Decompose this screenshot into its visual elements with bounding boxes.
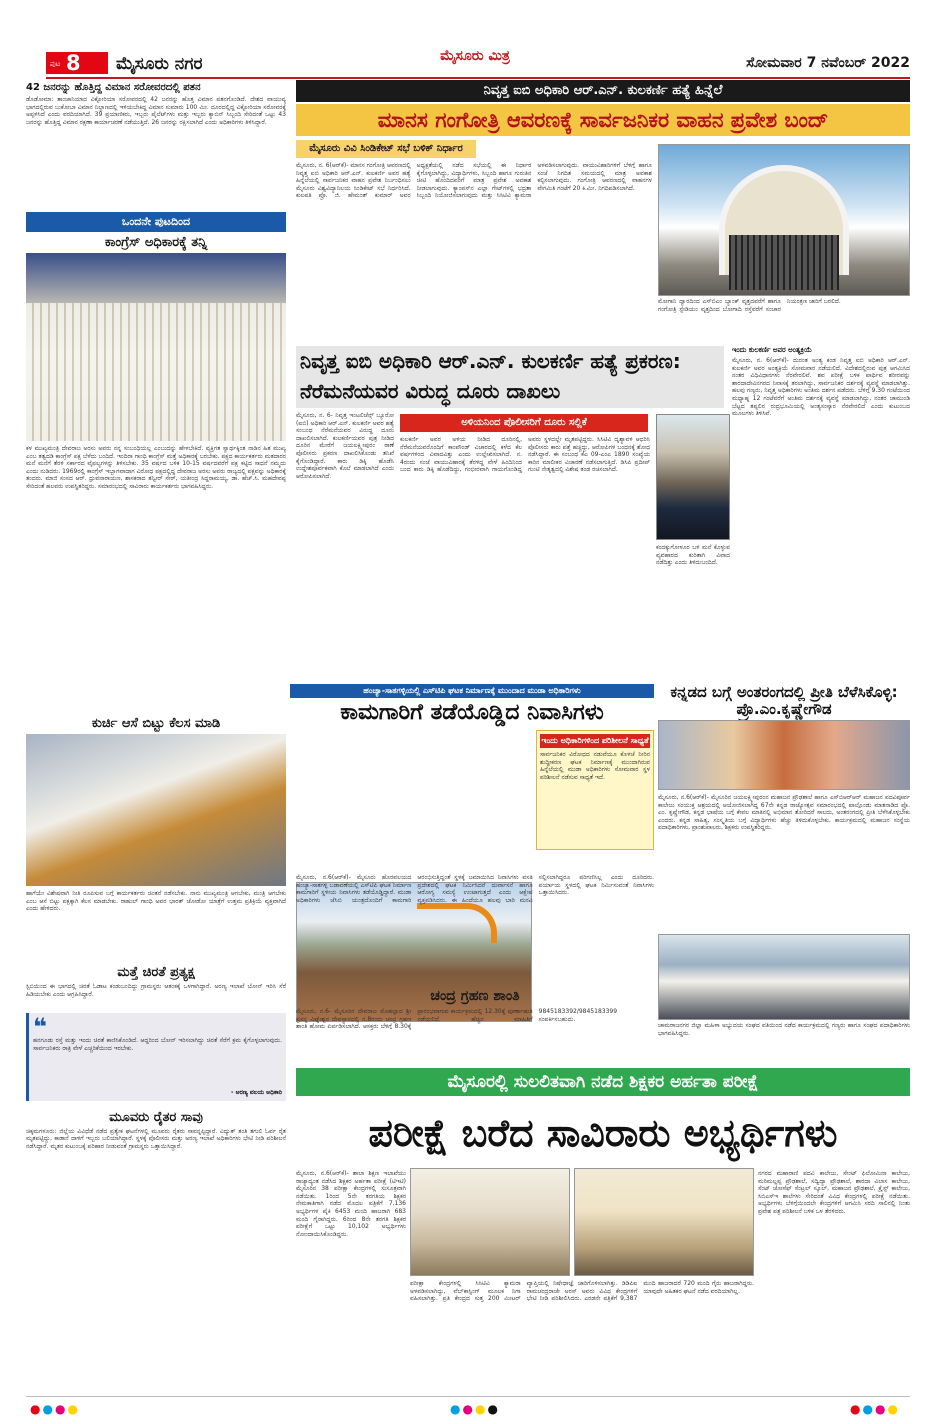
kannada-event-photo xyxy=(658,720,910,790)
date-line: ಸೋಮವಾರ 7 ನವೆಂಬರ್ 2022 xyxy=(746,55,910,71)
kannada-headline: ಕನ್ನಡದ ಬಗ್ಗೆ ಅಂತರಂಗದಲ್ಲಿ ಪ್ರೀತಿ ಬೆಳೆಸಿಕೊಳ್ಳಿ: ಪ್ರೊ.ಎಂ.ಕೃಷ್ಣೇಗೌಡ xyxy=(670,683,898,718)
congress-headline: ಕಾಂಗ್ರೆಸ್ ಅಧಿಕಾರಕ್ಕೆ ತನ್ನಿ xyxy=(104,235,208,250)
registration-dots-middle: ●●●● xyxy=(450,1402,500,1416)
quote-author: - ಅರಣ್ಯ ವಲಯ ಅಧಿಕಾರಿ xyxy=(231,1089,282,1096)
crowd-graphic xyxy=(26,303,286,441)
exam-hall-photo-2 xyxy=(574,1168,754,1276)
leopard-headline: ಮತ್ತೆ ಚಿರತೆ ಪ್ರತ್ಯಕ್ಷ xyxy=(117,965,195,980)
gangotri-gate-photo xyxy=(658,144,910,296)
farmers-headline: ಮೂವರು ರೈತರ ಸಾವು xyxy=(109,1109,203,1125)
left-column xyxy=(26,82,286,1388)
inspection-title: ಇಂದು ಅಧಿಕಾರಿಗಳಿಂದ ಪರಿಶೀಲನೆ ಸಾಧ್ಯತೆ xyxy=(540,734,650,748)
funeral-body: ಮೈಸೂರು, ನ. 6(ಆರ್‌ಕೆ)- ದುರಂತ ಅಂತ್ಯ ಕಂಡ ನಿವೃತ್ತ ಐಬಿ ಅಧಿಕಾರಿ ಆರ್.ಎನ್. ಕುಲಕರ್ಣಿ ಅವರ ಅಂತ್ಯಕ್ರಿಯೆ ಸೋಮವಾರ ನಡೆಯಲಿದೆ. ವಿದೇಶದಲ್ಲಿರುವ ಪುತ್ರ ಆಗಮಿಸಿದ ನಂತರ ವಿಧಿವಿಧಾನಗಳು ನೆರವೇರಲಿವೆ. ಶವ ಪರೀಕ್ಷೆ ಬಳಿಕ ಪಾರ್ಥಿವ ಶರೀರವನ್ನು ಶಾರದಾದೇವಿನಗರದ ನಿವಾಸಕ್ಕೆ ತರಲಾಗಿದ್ದು, ಸಾರ್ವಜನಿಕರ ದರ್ಶನಕ್ಕೆ ವ್ಯವಸ್ಥೆ ಮಾಡಲಾಗಿತ್ತು. ಹಲವು ಗಣ್ಯರು, ನಿವೃತ್ತ ಅಧಿಕಾರಿಗಳು ಅಂತಿಮ ದರ್ಶನ ಪಡೆದರು. ಬೆಳಿಗ್ಗೆ 9.30 ಗಂಟೆಯಿಂದ ಮಧ್ಯಾಹ್ನ 12 ಗಂಟೆವರೆಗೆ ಅಂತಿಮ ದರ್ಶನಕ್ಕೆ ವ್ಯವಸ್ಥೆ ಮಾಡಲಾಗಿದ್ದು, ನಂತರ ಚಾಮುಂಡಿ ಬೆಟ್ಟದ ತಪ್ಪಲಿನ ರುದ್ರಭೂಮಿಯಲ್ಲಿ ಅಂತ್ಯಸಂಸ್ಕಾರ ನೆರವೇರಲಿದೆ ಎಂದು ಕುಟುಂಬದ ಮೂಲಗಳು ತಿಳಿಸಿವೆ. xyxy=(732,357,910,418)
congress-body: ಕಳ ಮುಖ್ಯಮಂತ್ರಿ ದೇವರಾಜ ಅರಸು ಅವರು ನನ್ನ ಸಂಬಂಧಿಯಲ್ಲ ಎಂಬುದನ್ನು ಹೇಳಬೇಕಿದೆ. ವ್ಯಕ್ತಿಗತ ಸ್ವಾರ್ಥಕ್ಕಿಂತ ನಾಡಿನ ಹಿತ ಮುಖ್ಯ ಎಂಬ ತತ್ವದಡಿ ಕಾಂಗ್ರೆಸ್ ಪಕ್ಷ ಬೆಳೆದು ಬಂದಿದೆ. ಇಂದಿರಾ ಗಾಂಧಿ ಕಾಂಗ್ರೆಸ್ ಮತ್ತೆ ಅಧಿಕಾರಕ್ಕೆ ಬರಬೇಕು. ಪಕ್ಷದ ಕಾರ್ಯಕರ್ತರು ಮತದಾರರ ಮನೆ ಮನೆಗೆ ತೆರಳಿ ಸರ್ಕಾರದ ವೈಫಲ್ಯಗಳನ್ನು ತಿಳಿಸಬೇಕು. 35 ವರ್ಷದ ಬಳಿಕ 10-15 ವರ್ಷದವರೆಗೆ ಪಕ್ಷ ಕಟ್ಟಿದ ಸಾಧನೆ ನಮ್ಮದು ಎಂದು ನುಡಿದರು. 1969ರಲ್ಲಿ ಕಾಂಗ್ರೆಸ್ ಇಬ್ಭಾಗವಾದಾಗ ವಿರೋಧ ಪಕ್ಷದಲ್ಲಿದ್ದ ದೇವರಾಜ ಅರಸು ಅವರು ರಾಜ್ಯದಲ್ಲಿ ಪಕ್ಷವನ್ನು ಅಧಿಕಾರಕ್ಕೆ ತಂದರು. ಮಾಜಿ ಸಂಸದ ಆರ್. ಧ್ರುವನಾರಾಯಣ, ಶಾಸಕರಾದ ತನ್ವೀರ್ ಸೇಠ್, ಯತೀಂದ್ರ ಸಿದ್ದರಾಮಯ್ಯ, ಡಾ. ಹೆಚ್.ಸಿ. ಮಹದೇವಪ್ಪ ಸೇರಿದಂತೆ ಹಲವರು ಉಪಸ್ಥಿತರಿದ್ದರು. ಸಮಾರಂಭದಲ್ಲಿ ಸಾವಿರಾರು ಕಾರ್ಯಕರ್ತರು ಭಾಗವಹಿಸಿದ್ದರು. xyxy=(26,445,286,490)
eclipse-body: ಮೈಸೂರು, ನ.6- ಮೈಸೂರಿನ ದೇವರಾಜ ಮೊಹಲ್ಲಾದ ಶ್ರೀ ಪ್ರಸನ್ನ ವಿಘ್ನೇಶ್ವರ ದೇವಸ್ಥಾನದಲ್ಲಿ ನ.8ರಂದು ಚಂದ್ರ ಗ್ರಹಣ ಶಾಂತಿ ಹೋಮ ಏರ್ಪಡಿಸಲಾಗಿದೆ. ಆಸಕ್ತರು ಬೆಳಿಗ್ಗೆ 8.30ಕ್ಕೆ ಪ್ರಾರಂಭವಾಗುವ ಕಾರ್ಯಕ್ರಮದಲ್ಲಿ 12.30ಕ್ಕೆ ಪೂರ್ಣಾಹುತಿ ನಡೆಯಲಿದೆ. ಹೆಚ್ಚಿನ ಮಾಹಿತಿಗೆ 9845183392/9845183399 ಸಂಪರ್ಕಿಸಬಹುದು. xyxy=(296,1008,618,1031)
leopard-quote-box xyxy=(26,1013,286,1101)
quote-body: ಹನಗೂಡು ರಸ್ತೆ ಮತ್ತು ಇಂದು ಚಿರತೆ ಕಾಣಿಸಿಕೊಂಡಿದೆ. ಆದ್ದರಿಂದ ಬೋನ್ ಇರಿಸಲಾಗಿದ್ದು ಚಿರತೆ ಸೆರೆಗೆ ಕ್ರಮ ಕೈಗೊಳ್ಳಲಾಗುವುದು. ಸಾರ್ವಜನಿಕರು ರಾತ್ರಿ ವೇಳೆ ಎಚ್ಚರಿಕೆಯಿಂದ ಇರಬೇಕು. xyxy=(33,1037,282,1052)
second-subhead: ಅಳಿಯನಿಂದ ಪೊಲೀಸರಿಗೆ ದೂರು ಸಲ್ಲಿಕೆ xyxy=(400,414,648,432)
group-photo xyxy=(658,934,910,1020)
top-headline: ಮಾನಸ ಗಂಗೋತ್ರಿ ಆವರಣಕ್ಕೆ ಸಾರ್ವಜನಿಕರ ವಾಹನ ಪ್ರವೇಶ ಬಂದ್ xyxy=(296,104,910,136)
stp-kicker: ಹಂಚ್ಯಾ-ಸಾತಗಳ್ಳಿಯಲ್ಲಿ ಎಸ್‌ಟಿಪಿ ಘಟಕ ನಿರ್ಮಾಣಕ್ಕೆ ಮುಂದಾದ ಮುಡಾ ಅಧಿಕಾರಿಗಳು xyxy=(290,684,654,698)
registration-dots-right: ●●●● xyxy=(850,1402,900,1416)
page-number-badge xyxy=(46,52,108,74)
funeral-column xyxy=(732,346,910,682)
stp-story-body: ಮೈಸೂರು, ನ.6(ಆರ್‌ಕೆ)- ಮೈಸೂರು ಹೊರವಲಯದ ಹಂಚ್ಯಾ-ಸಾತಗಳ್ಳಿ ಬಡಾವಣೆಯಲ್ಲಿ ಎಸ್‌ಟಿಪಿ ಘಟಕ ನಿರ್ಮಾಣ ಕಾಮಗಾರಿಗೆ ಸ್ಥಳೀಯ ನಿವಾಸಿಗಳು ತಡೆಯೊಡ್ಡಿದ್ದಾರೆ. ಮುಡಾ ಅಧಿಕಾರಿಗಳು ಜೆಸಿಬಿ ಯಂತ್ರದೊಂದಿಗೆ ಕಾಮಗಾರಿ ಆರಂಭಿಸುತ್ತಿದ್ದಂತೆ ಸ್ಥಳಕ್ಕೆ ಜಮಾಯಿಸಿದ ನಿವಾಸಿಗಳು ವಸತಿ ಪ್ರದೇಶದಲ್ಲಿ ಘಟಕ ನಿರ್ಮಿಸಿದರೆ ದುರ್ವಾಸನೆ ಹಾಗೂ ಆರೋಗ್ಯ ಸಮಸ್ಯೆ ಉಂಟಾಗುತ್ತದೆ ಎಂದು ಆಕ್ಷೇಪ ವ್ಯಕ್ತಪಡಿಸಿದರು. ಈ ಹಿಂದೆಯೂ ಹಲವು ಬಾರಿ ಮನವಿ ಸಲ್ಲಿಸಲಾಗಿದ್ದರೂ ಪರಿಗಣಿಸಿಲ್ಲ ಎಂದು ದೂರಿದರು. ಪರ್ಯಾಯ ಸ್ಥಳದಲ್ಲಿ ಘಟಕ ನಿರ್ಮಿಸುವಂತೆ ನಿವಾಸಿಗಳು ಒತ್ತಾಯಿಸಿದರು. xyxy=(296,874,654,904)
masthead-logo: ಮೈಸೂರು ಮಿತ್ರ xyxy=(440,48,510,64)
header-rule xyxy=(46,77,910,79)
kannada-story-body: ಮೈಸೂರು, ನ.6(ಆರ್‌ಕೆ)- ಮೈಸೂರಿನ ಜಯಲಕ್ಷ್ಮೀಪುರಂನ ಮಹಾಜನ ಪ್ರೌಢಶಾಲೆ ಹಾಗೂ ಎಸ್‌ಬಿಆರ್‌ಆರ್ ಮಹಾಜನ ಪದವಿಪೂರ್ವ ಕಾಲೇಜು ಸಂಯುಕ್ತ ಆಶ್ರಯದಲ್ಲಿ ಆಯೋಜಿಸಲಾಗಿದ್ದ 67ನೇ ಕನ್ನಡ ರಾಜ್ಯೋತ್ಸವ ಸಮಾರಂಭದಲ್ಲಿ ಪಾಲ್ಗೊಂಡು ಮಾತನಾಡಿದ ಪ್ರೊ. ಎಂ. ಕೃಷ್ಣೇಗೌಡ, ಕನ್ನಡ ಭಾಷೆಯ ಬಗ್ಗೆ ಕೇವಲ ಮಾತಿನಲ್ಲಿ ಅಭಿಮಾನ ತೋರಿದರೆ ಸಾಲದು, ಅಂತರಂಗದಲ್ಲಿ ಪ್ರೀತಿ ಬೆಳೆಸಿಕೊಳ್ಳಬೇಕು ಎಂದರು. ಕನ್ನಡ ಸಾಹಿತ್ಯ, ಸಂಸ್ಕೃತಿಯ ಬಗ್ಗೆ ವಿದ್ಯಾರ್ಥಿಗಳು ಹೆಚ್ಚು ತಿಳಿದುಕೊಳ್ಳಬೇಕು. ಕಾರ್ಯಕ್ರಮದಲ್ಲಿ ಮಹಾಜನ ಸಂಸ್ಥೆಯ ಪದಾಧಿಕಾರಿಗಳು, ಪ್ರಾಂಶುಪಾಲರು, ಶಿಕ್ಷಕರು ಉಪಸ್ಥಿತರಿದ್ದರು. xyxy=(658,794,910,832)
exam-body-c: ನಗರದ ಮಹಾರಾಣಿ ಪದವಿ ಕಾಲೇಜು, ಸೇಂಟ್ ಫಿಲೋಮಿನಾ ಕಾಲೇಜು, ಮರಿಮಲ್ಲಪ್ಪ ಪ್ರೌಢಶಾಲೆ, ಸದ್ವಿದ್ಯಾ ಪ್ರೌಢಶಾಲೆ, ಶಾರದಾ ವಿಲಾಸ ಕಾಲೇಜು, ಸೆಂಟ್ ಜೋಸೆಫ್ ಸೆಂಟ್ರಲ್ ಸ್ಕೂಲ್, ಮಹಾಜನ ಪ್ರೌಢಶಾಲೆ, ಕ್ರೈಸ್ಟ್ ಕಾಲೇಜು, ಸಿಬಿಎಸ್‌ಇ ಶಾಲೆಗಳು ಸೇರಿದಂತೆ ವಿವಿಧ ಕೇಂದ್ರಗಳಲ್ಲಿ ಪರೀಕ್ಷೆ ನಡೆಯಿತು. ಅಭ್ಯರ್ಥಿಗಳು ಬೆಳಿಗ್ಗೆಯಿಂದಲೇ ಕೇಂದ್ರಗಳಿಗೆ ಆಗಮಿಸಿ ಸರದಿ ಸಾಲಿನಲ್ಲಿ ನಿಂತು ಪ್ರವೇಶ ಪತ್ರ ಪರಿಶೀಲನೆ ಬಳಿಕ ಒಳ ತೆರಳಿದರು. xyxy=(758,1170,910,1215)
exam-kicker: ಮೈಸೂರಲ್ಲಿ ಸುಲಲಿತವಾಗಿ ನಡೆದ ಶಿಕ್ಷಕರ ಅರ್ಹತಾ ಪರೀಕ್ಷೆ xyxy=(296,1068,910,1096)
section-title: ಮೈಸೂರು ನಗರ xyxy=(116,54,203,74)
inspection-sidebox xyxy=(536,730,654,850)
gate-bars-graphic xyxy=(729,235,839,290)
farmers-body: ಚಿಕ್ಕಮಗಳೂರು: ಜಿಲ್ಲೆಯ ವಿವಿಧೆಡೆ ನಡೆದ ಪ್ರತ್ಯೇಕ ಘಟನೆಗಳಲ್ಲಿ ಮೂವರು ರೈತರು ಸಾವನ್ನಪ್ಪಿದ್ದಾರೆ. ವಿದ್ಯುತ್ ತಂತಿ ತಗುಲಿ ಓರ್ವ ರೈತ ಮೃತಪಟ್ಟಿದ್ದು, ಕಾಡಾನೆ ದಾಳಿಗೆ ಇಬ್ಬರು ಬಲಿಯಾಗಿದ್ದಾರೆ. ಸ್ಥಳಕ್ಕೆ ಪೊಲೀಸರು ಮತ್ತು ಅರಣ್ಯ ಇಲಾಖೆ ಅಧಿಕಾರಿಗಳು ಭೇಟಿ ನೀಡಿ ಪರಿಶೀಲನೆ ನಡೆಸಿದ್ದಾರೆ. ಮೃತರ ಕುಟುಂಬಕ್ಕೆ ಪರಿಹಾರ ನೀಡುವಂತೆ ಗ್ರಾಮಸ್ಥರು ಒತ್ತಾಯಿಸಿದ್ದಾರೆ. xyxy=(26,1127,286,1150)
second-headline: ನಿವೃತ್ತ ಐಬಿ ಅಧಿಕಾರಿ ಆರ್.ಎನ್. ಕುಲಕರ್ಣಿ ಹತ್ಯೆ ಪ್ರಕರಣ: ನೆರೆಮನೆಯವರ ವಿರುದ್ಧ ದೂರು ದಾಖಲು xyxy=(296,346,724,408)
chair-body: ಹಾಗೆಯೇ ವಿಶೇಷವಾಗಿ ನೀತಿ ರೂಪಿಸುವ ಬಗ್ಗೆ ಕಾರ್ಯಕರ್ತರು ಚಿಂತನೆ ನಡೆಸಬೇಕು. ನಾನು ಮುಖ್ಯಮಂತ್ರಿ ಆಗಬೇಕು, ಮಂತ್ರಿ ಆಗಬೇಕು ಎಂಬ ಆಸೆ ಬಿಟ್ಟು ಪಕ್ಷಕ್ಕಾಗಿ ಕೆಲಸ ಮಾಡಬೇಕು. ರಾಹುಲ್ ಗಾಂಧಿ ಅವರ ಭಾರತ್ ಜೋಡೋ ಯಾತ್ರೆಗೆ ಉತ್ತಮ ಪ್ರತಿಕ್ರಿಯೆ ವ್ಯಕ್ತವಾಗಿದೆ ಎಂದು ಹೇಳಿದರು. xyxy=(26,890,286,913)
exam-body-a: ಮೈಸೂರು, ನ.6(ಆರ್‌ಕೆ)- ಶಾಲಾ ಶಿಕ್ಷಣ ಇಲಾಖೆಯು ರಾಜ್ಯಾದ್ಯಂತ ನಡೆಸಿದ ಶಿಕ್ಷಕರ ಅರ್ಹತಾ ಪರೀಕ್ಷೆ (ಟಿಇಟಿ) ಮೈಸೂರಿನ 38 ಪರೀಕ್ಷಾ ಕೇಂದ್ರಗಳಲ್ಲಿ ಸುಸೂತ್ರವಾಗಿ ನಡೆಯಿತು. 1ರಿಂದ 5ನೇ ತರಗತಿಯ ಶಿಕ್ಷಕರ ನೇಮಕಾತಿಗಾಗಿ ನಡೆದ ಮೊದಲ ಪತ್ರಿಕೆಗೆ 7,136 ಅಭ್ಯರ್ಥಿಗಳ ಪೈಕಿ 6453 ಮಂದಿ ಹಾಜರಾಗಿ 683 ಮಂದಿ ಗೈರಾಗಿದ್ದರು. 6ರಿಂದ 8ನೇ ತರಗತಿ ಶಿಕ್ಷಕರ ಪರೀಕ್ಷೆಗೆ ಒಟ್ಟು 10,102 ಅಭ್ಯರ್ಥಿಗಳು ನೋಂದಾಯಿಸಿಕೊಂಡಿದ್ದರು. xyxy=(296,1170,406,1238)
chair-headline: ಕುರ್ಚಿ ಆಸೆ ಬಿಟ್ಟು ಕೆಲಸ ಮಾಡಿ xyxy=(91,716,221,731)
kulkarni-portrait-photo xyxy=(656,414,730,540)
eclipse-headline: ಚಂದ್ರ ಗ್ರಹಣ ಶಾಂತಿ xyxy=(430,988,520,1004)
top-story-body: ಮೈಸೂರು, ನ. 6(ಆರ್‌ಕೆ)- ಮಾನಸ ಗಂಗೋತ್ರಿ ಆವರಣದಲ್ಲಿ ನಿವೃತ್ತ ಐಬಿ ಅಧಿಕಾರಿ ಆರ್.ಎನ್. ಕುಲಕರ್ಣಿ ಅವರ ಹತ್ಯೆ ಹಿನ್ನೆಲೆಯಲ್ಲಿ ಸಾರ್ವಜನಿಕರ ವಾಹನ ಪ್ರವೇಶ ನಿರ್ಬಂಧಿಸಲು ಮೈಸೂರು ವಿಶ್ವವಿದ್ಯಾನಿಲಯ ಸಿಂಡಿಕೇಟ್ ಸಭೆ ನಿರ್ಧರಿಸಿದೆ. ಕುಲಪತಿ ಪ್ರೊ. ಜಿ. ಹೇಮಂತ್ ಕುಮಾರ್ ಅವರ ಅಧ್ಯಕ್ಷತೆಯಲ್ಲಿ ನಡೆದ ಸಭೆಯಲ್ಲಿ ಈ ನಿರ್ಧಾರ ಕೈಗೊಳ್ಳಲಾಗಿದ್ದು, ವಿದ್ಯಾರ್ಥಿಗಳು, ಸಿಬ್ಬಂದಿ ಹಾಗೂ ಗುರುತಿನ ಚೀಟಿ ಹೊಂದಿದವರಿಗೆ ಮಾತ್ರ ಪ್ರವೇಶ ಅವಕಾಶ ನೀಡಲಾಗುವುದು. ಕ್ಯಾಂಪಸ್‌ನ ಎಲ್ಲಾ ಗೇಟ್‌ಗಳಲ್ಲಿ ಭದ್ರತಾ ಸಿಬ್ಬಂದಿ ನಿಯೋಜಿಸಲಾಗುವುದು ಮತ್ತು ಸಿಸಿಟಿವಿ ಕ್ಯಾಮರಾ ಅಳವಡಿಸಲಾಗುವುದು. ವಾಯುವಿಹಾರಿಗಳಿಗೆ ಬೆಳಿಗ್ಗೆ ಹಾಗೂ ಸಂಜೆ ನಿಗದಿತ ಸಮಯದಲ್ಲಿ ಮಾತ್ರ ಅವಕಾಶ ಕಲ್ಪಿಸಲಾಗುವುದು. ಗಂಗೋತ್ರಿ ಆವರಣದಲ್ಲಿ ವಾಹನಗಳ ವೇಗಮಿತಿ ಗಂಟೆಗೆ 20 ಕಿ.ಮೀ. ನಿಗದಿಪಡಿಸಲಾಗಿದೆ. xyxy=(296,162,652,200)
group-photo-caption: ಚಾಮರಾಜನಗರ ಜಿಲ್ಲಾ ಮಹಿಳಾ ಅಭ್ಯುದಯ ಸಂಘದ ವತಿಯಿಂದ ನಡೆದ ಕಾರ್ಯಕ್ರಮದಲ್ಲಿ ಗಣ್ಯರು ಹಾಗೂ ಸಂಘದ ಪದಾಧಿಕಾರಿಗಳು ಭಾಗವಹಿಸಿದ್ದರು. xyxy=(658,1022,910,1037)
garland-photo xyxy=(26,734,286,886)
plane-crash-body: ಡೊಡೋಮಾ: ತಾಂಜಾನಿಯಾದ ವಿಕ್ಟೋರಿಯಾ ಸರೋವರದಲ್ಲಿ 42 ಜನರನ್ನು ಹೊತ್ತ ವಿಮಾನ ಪತನಗೊಂಡಿದೆ. ದೇಶದ ವಾಯುವ್ಯ ಭಾಗದಲ್ಲಿರುವ ಬುಕೋಬಾ ವಿಮಾನ ನಿಲ್ದಾಣದಲ್ಲಿ ಇಳಿಯಬೇಕಿದ್ದ ವಿಮಾನ ಸುಮಾರು 100 ಮೀ. ದೂರದಲ್ಲಿದ್ದ ವಿಕ್ಟೋರಿಯಾ ಸರೋವರಕ್ಕೆ ಅಪ್ಪಳಿಸಿದೆ ಎಂದು ವರದಿಯಾಗಿದೆ. 39 ಪ್ರಯಾಣಿಕರು, ಇಬ್ಬರು ಪೈಲೆಟ್‌ಗಳು ಮತ್ತು ಇಬ್ಬರು ಕ್ಯಾಬಿನ್ ಸಿಬ್ಬಂದಿ ಸೇರಿದಂತೆ ಒಟ್ಟು 43 ಜನರನ್ನು ಹೊತ್ತಿದ್ದ ವಿಮಾನ ರಕ್ಷಣಾ ಕಾರ್ಯಾಚರಣೆ ನಡೆಯುತ್ತಿದೆ. 26 ಜನರನ್ನು ರಕ್ಷಿಸಲಾಗಿದೆ ಎಂದು ಅಧಿಕಾರಿಗಳು ತಿಳಿಸಿದ್ದಾರೆ. xyxy=(26,96,286,126)
top-kicker: ನಿವೃತ್ತ ಐಬಿ ಅಧಿಕಾರಿ ಆರ್.ಎನ್. ಕುಲಕರ್ಣಿ ಹತ್ಯೆ ಹಿನ್ನೆಲೆ xyxy=(296,80,910,102)
second-story-body-a: ಮೈಸೂರು, ನ. 6- ನಿವೃತ್ತ ಇಂಟಲಿಜೆನ್ಸ್ ಬ್ಯೂರೋ (ಐಬಿ) ಅಧಿಕಾರಿ ಆರ್.ಎನ್. ಕುಲಕರ್ಣಿ ಅವರ ಹತ್ಯೆ ಸಂಬಂಧ ನೆರೆಮನೆಯವರ ವಿರುದ್ಧ ದೂರು ದಾಖಲಿಸಲಾಗಿದೆ. ಕುಲಕರ್ಣಿಯವರ ಪುತ್ರ ನೀಡಿದ ದೂರಿನ ಮೇರೆಗೆ ಜಯಲಕ್ಷ್ಮೀಪುರಂ ಠಾಣೆ ಪೊಲೀಸರು ಪ್ರಕರಣ ದಾಖಲಿಸಿಕೊಂಡು ತನಿಖೆ ಕೈಗೊಂಡಿದ್ದಾರೆ. ಕಾರು ಡಿಕ್ಕಿ ಹೊಡೆಸಿ ಉದ್ದೇಶಪೂರ್ವಕವಾಗಿ ಕೊಲೆ ಮಾಡಲಾಗಿದೆ ಎಂದು ಆರೋಪಿಸಲಾಗಿದೆ. xyxy=(296,412,394,480)
exam-headline: ಪರೀಕ್ಷೆ ಬರೆದ ಸಾವಿರಾರು ಅಭ್ಯರ್ಥಿಗಳು xyxy=(368,1111,838,1155)
top-subhead: ಮೈಸೂರು ವಿವಿ ಸಿಂಡಿಕೇಟ್ ಸಭೆ ಬಳಿಕ್ ನಿರ್ಧಾರ xyxy=(296,140,476,158)
footer-rule xyxy=(26,1396,910,1397)
page-number: 8 xyxy=(66,51,81,75)
top-story-body-b: ಮೋಗಾನಿ ದ್ವಾರದಿಂದ ಎಸ್‌ಬಿಎಂ ಬ್ಯಾಂಕ್ ವೃತ್ತದವರೆಗೆ ಹಾಗೂ ಗಂಗೋತ್ರಿ ಸ್ಟೇಡಿಯಂ ವೃತ್ತದಿಂದ ಬೋಗಾದಿ ರಸ್ತೆವರೆಗೆ ಸಂಚಾರ ನಿಯಂತ್ರಣ ಜಾರಿಗೆ ಬರಲಿದೆ. xyxy=(658,298,841,313)
plane-crash-headline: 42 ಜನರನ್ನು ಹೊತ್ತಿದ್ದ ವಿಮಾನ ಸರೋವರದಲ್ಲಿ ಪತನ xyxy=(26,82,201,93)
page-label: ಪುಟ xyxy=(50,60,61,68)
continued-band: ಒಂದನೇ ಪುಟದಿಂದ xyxy=(26,212,286,232)
second-story-body-c: ಕಂದಕ್ಕುಗೋಳೂರ ಬಳಿ ಮನೆ ಕೊಳ್ಳುವ ವ್ಯವಹಾರದ ಕುರಿತಾಗಿ ವಿವಾದ ನಡೆದಿತ್ತು ಎಂದು ತಿಳಿದುಬಂದಿದೆ. xyxy=(656,544,730,567)
inspection-body: ಸಾರ್ವಜನಿಕರ ವಿರೋಧದ ನಡುವೆಯೂ ಕೊಳಚೆ ನೀರಿನ ಶುದ್ಧೀಕರಣ ಘಟಕ ನಿರ್ಮಾಣಕ್ಕೆ ಮುಂದಾಗಿರುವ ಹಿನ್ನೆಲೆಯಲ್ಲಿ ಮುಡಾ ಅಧಿಕಾರಿಗಳು ಸೋಮವಾರ ಸ್ಥಳ ಪರಿಶೀಲನೆ ನಡೆಸುವ ಸಾಧ್ಯತೆ ಇದೆ. xyxy=(540,751,650,781)
leopard-body: ಸ್ಟಿಬಿಯಿಂದ ಈ ಭಾಗದಲ್ಲಿ ಚಿರತೆ ಓಡಾಟ ಕಂಡುಬಂದಿದ್ದು ಗ್ರಾಮಸ್ಥರು ಆತಂಕಕ್ಕೆ ಒಳಗಾಗಿದ್ದಾರೆ. ಅರಣ್ಯ ಇಲಾಖೆ ಬೋನ್ ಇರಿಸಿ ಸೆರೆ ಹಿಡಿಯಬೇಕು ಎಂದು ಆಗ್ರಹಿಸಿದ್ದಾರೆ. xyxy=(26,983,286,998)
funeral-title: ಇಂದು ಕುಲಕರ್ಣಿ ಅವರ ಅಂತ್ಯಕ್ರಿಯೆ xyxy=(732,346,812,354)
registration-dots-left: ●●●● xyxy=(30,1402,80,1416)
exam-hall-photo-1 xyxy=(410,1168,570,1276)
second-story-body-b: ಕುಲಕರ್ಣಿ ಅವರ ಅಳಿಯ ನೀಡಿದ ದೂರಿನಲ್ಲಿ, ನೆರೆಮನೆಯವರೊಂದಿಗೆ ಕಾಂಪೌಂಡ್ ವಿಚಾರದಲ್ಲಿ ಕಳೆದ ಕೆಲ ವರ್ಷಗಳಿಂದ ವಿವಾದವಿತ್ತು ಎಂದು ಉಲ್ಲೇಖಿಸಲಾಗಿದೆ. ನ. 4ರಂದು ಸಂಜೆ ವಾಯುವಿಹಾರಕ್ಕೆ ತೆರಳಿದ್ದ ವೇಳೆ ಹಿಂದಿನಿಂದ ಬಂದ ಕಾರು ಡಿಕ್ಕಿ ಹೊಡೆದಿದ್ದು, ಗಂಭೀರವಾಗಿ ಗಾಯಗೊಂಡಿದ್ದ ಅವರು ಸ್ಥಳದಲ್ಲೇ ಮೃತಪಟ್ಟಿದ್ದರು. ಸಿಸಿಟಿವಿ ದೃಶ್ಯಾವಳಿ ಆಧರಿಸಿ ಪೊಲೀಸರು ಕಾರು ಪತ್ತೆ ಹಚ್ಚಿದ್ದು, ಆರೋಪಿಗಳ ಬಂಧನಕ್ಕೆ ಶೋಧ ನಡೆಸಿದ್ದಾರೆ. ಈ ಸಂಬಂಧ ಕೆಎ 09-ಎಂಎ 1890 ಸಂಖ್ಯೆಯ ಕಾರಿನ ಮಾಲೀಕರ ವಿಚಾರಣೆ ನಡೆಸಲಾಗುತ್ತಿದೆ. ಡಿಸಿಪಿ ಪ್ರದೀಪ್ ಗುಂಟಿ ನೇತೃತ್ವದಲ್ಲಿ ವಿಶೇಷ ತಂಡ ರಚಿಸಲಾಗಿದೆ. xyxy=(400,436,650,474)
congress-rally-photo xyxy=(26,253,286,441)
stp-headline: ಕಾಮಗಾರಿಗೆ ತಡೆಯೊಡ್ಡಿದ ನಿವಾಸಿಗಳು xyxy=(340,700,604,725)
quote-mark: ❝ xyxy=(33,1013,48,1041)
exam-body-b: ಪರೀಕ್ಷಾ ಕೇಂದ್ರಗಳಲ್ಲಿ ಸಿಸಿಟಿವಿ ಕ್ಯಾಮರಾ ಅಳವಡಿಸಲಾಗಿದ್ದು, ವೆಬ್‌ಕಾಸ್ಟಿಂಗ್ ಮೂಲಕ ನಿಗಾ ವಹಿಸಲಾಗಿತ್ತು. ಪ್ರತಿ ಕೇಂದ್ರದ ಸುತ್ತ 200 ಮೀಟರ್ ವ್ಯಾಪ್ತಿಯಲ್ಲಿ ನಿಷೇಧಾಜ್ಞೆ ಜಾರಿಗೊಳಿಸಲಾಗಿತ್ತು. ಡಿಡಿಪಿಐ ರಾಮಚಂದ್ರರಾಜೇ ಅರಸ್ ಅವರು ವಿವಿಧ ಕೇಂದ್ರಗಳಿಗೆ ಭೇಟಿ ನೀಡಿ ಪರಿಶೀಲಿಸಿದರು. ಎರಡನೇ ಪತ್ರಿಕೆಗೆ 9,387 ಮಂದಿ ಹಾಜರಾದರೆ 720 ಮಂದಿ ಗೈರು ಹಾಜರಾಗಿದ್ದರು. ಯಾವುದೇ ಅಹಿತಕರ ಘಟನೆ ನಡೆದ ವರದಿಯಾಗಿಲ್ಲ. xyxy=(410,1280,754,1303)
